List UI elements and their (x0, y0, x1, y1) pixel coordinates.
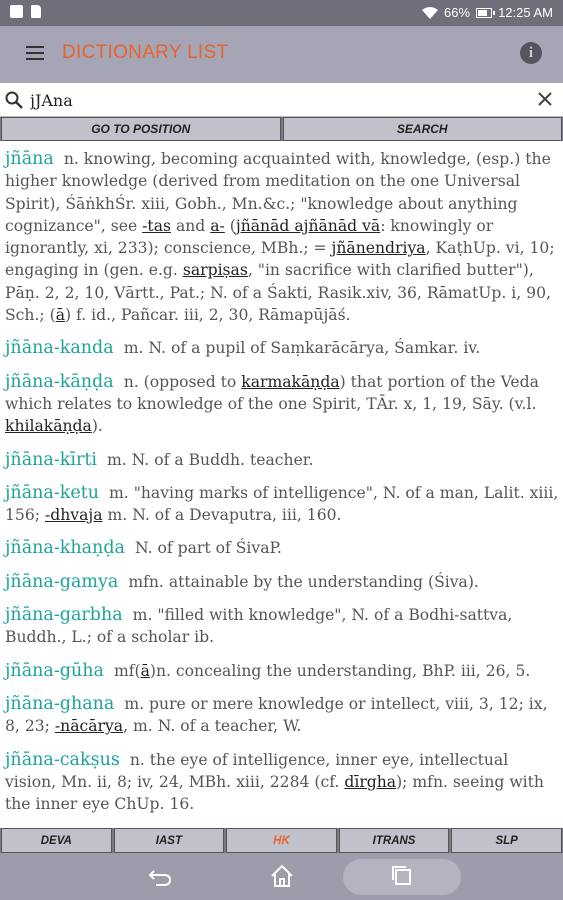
app-bar (0, 26, 563, 83)
entry-definition: n. knowing, becoming acquainted with, knowledge, (esp.) the higher knowledge (derived from meditation on the one Universal Spirit), ŚāṅkhŚr. xiii, Gobh., Mn.&c.; "knowledge about anything cognizance", see (5, 150, 551, 235)
list-item[interactable] (5, 482, 559, 527)
entry-definition: m. N. of a Buddh. teacher. (106, 450, 314, 469)
entry-definition: m. pure or mere knowledge or intellect, viii, 3, 12; ix, 8, 23; (5, 694, 548, 736)
dictionary-list[interactable] (0, 142, 563, 828)
entry-headword: jñāna-kanda (5, 338, 114, 359)
search-bar (0, 83, 563, 117)
cross-reference-link[interactable]: khilakāṇḍa (5, 417, 92, 436)
go-to-position-button[interactable]: GO TO POSITION (1, 117, 281, 141)
entry-definition: ); mfn. seeing with the inner eye ChUp. 16. (5, 772, 544, 814)
cross-reference-link[interactable]: -nācārya (54, 717, 124, 736)
entry-definition: ) that portion of the Veda which relates to knowledge of the one Spirit, TĀr. x, 1, 19, Sāy. (v.l. (5, 372, 539, 413)
entry-headword: jñāna (5, 149, 54, 169)
list-item[interactable] (5, 604, 559, 649)
home-icon[interactable] (267, 861, 297, 891)
entry-definition: m. "having marks of intelligence", N. of a man, Lalit. xiii, 156; (5, 483, 559, 525)
recent-apps-icon[interactable] (387, 861, 417, 891)
transliteration-tabs (0, 828, 563, 853)
entry-headword: jñāna-cakṣus (5, 749, 120, 770)
info-icon[interactable]: i (520, 42, 542, 64)
search-input[interactable] (30, 87, 520, 113)
cross-reference-link[interactable]: ā (55, 306, 66, 325)
entry-definition: : knowingly or ignorantly, xi, 233); conscience, MBh.; = (5, 216, 494, 258)
cross-reference-link[interactable]: dīrgha (344, 772, 397, 791)
tab-hk[interactable]: HK (226, 828, 337, 853)
cross-reference-link[interactable]: sarpiṣas (182, 261, 248, 280)
list-item[interactable] (5, 749, 559, 816)
entry-definition: )n. concealing the understanding, BhP. iii, 26, 5. (149, 661, 531, 680)
list-item[interactable] (5, 693, 559, 738)
clock: 12:25 AM (498, 5, 553, 20)
search-icon (5, 91, 23, 109)
entry-definition: ( (224, 216, 236, 235)
cross-reference-link[interactable]: karmakāṇḍa (241, 372, 340, 391)
list-item[interactable] (5, 449, 559, 471)
tab-itrans[interactable]: ITRANS (339, 828, 450, 853)
status-bar (0, 0, 563, 26)
cross-reference-link[interactable]: -dhvaja (44, 506, 103, 525)
entry-definition: ) f. id., Pañcar. iii, 2, 30, Rāmapūjāś. (65, 306, 351, 325)
cross-reference-link[interactable]: ā (140, 661, 150, 680)
cross-reference-link[interactable]: jñānād ajñānād vā (235, 216, 381, 235)
battery-icon (476, 8, 492, 18)
entry-headword: jñāna-ketu (5, 482, 100, 503)
action-buttons (0, 117, 563, 141)
entry-definition: , KaṭhUp. vi, 10; engaging in (gen. e.g. (5, 239, 555, 280)
page-title: DICTIONARY LIST (62, 42, 229, 63)
entry-definition: mf( (113, 661, 141, 680)
entry-definition: and (171, 216, 211, 235)
cross-reference-link[interactable]: jñānendriya (331, 239, 426, 258)
entry-headword: jñāna-garbha (5, 605, 123, 626)
entry-definition: m. N. of a Devaputra, iii, 160. (102, 506, 342, 525)
entry-headword: jñāna-gūha (5, 660, 104, 681)
entry-definition: m. "filled with knowledge", N. of a Bodhi-sattva, Buddh., L.; of a scholar ib. (5, 606, 513, 647)
wifi-icon (422, 7, 438, 19)
list-item[interactable] (5, 660, 559, 682)
image-notification-icon (10, 5, 23, 18)
list-item[interactable] (5, 571, 559, 593)
entry-headword: jñāna-gamya (5, 571, 119, 592)
entry-headword: jñāna-kāṇḍa (5, 371, 114, 392)
entry-definition: ). (91, 417, 103, 436)
navigation-bar (0, 853, 563, 900)
entry-definition: n. (opposed to (123, 372, 242, 391)
cross-reference-link[interactable]: -tas (142, 216, 171, 235)
entry-headword: jñāna-kīrti (5, 449, 97, 470)
back-icon[interactable] (146, 861, 176, 891)
entry-definition: mfn. attainable by the understanding (Śiva). (128, 572, 479, 591)
search-button[interactable]: SEARCH (283, 117, 563, 141)
tab-deva[interactable]: DEVA (1, 828, 112, 853)
entry-definition: , m. N. of a teacher, W. (123, 717, 302, 736)
tab-iast[interactable]: IAST (114, 828, 225, 853)
document-notification-icon (31, 5, 41, 18)
list-item[interactable] (5, 148, 559, 326)
entry-headword: jñāna-ghana (5, 693, 115, 714)
entry-definition: , "in sacrifice with clarified butter"), Pāṇ. 2, 2, 10, Vārtt., Pat.; N. of a Śakti, Rasik.xiv, 36, RāmatUp. i, 90, Sch.; ( (5, 261, 551, 325)
close-icon[interactable] (537, 91, 553, 107)
list-item[interactable] (5, 337, 559, 359)
entry-definition: m. N. of a pupil of Saṃkarācārya, Śamkar. iv. (123, 339, 481, 358)
entry-headword: jñāna-khaṇḍa (5, 538, 125, 559)
list-item[interactable] (5, 537, 559, 559)
entry-definition: n. the eye of intelligence, inner eye, intellectual vision, Mn. ii, 8; iv, 24, MBh. xiii, 2284 (cf. (5, 750, 509, 791)
battery-percent: 66% (444, 5, 471, 20)
entry-definition: N. of part of ŚivaP. (134, 539, 282, 558)
tab-slp[interactable]: SLP (451, 828, 562, 853)
list-item[interactable] (5, 371, 559, 438)
cross-reference-link[interactable]: a- (210, 216, 225, 235)
menu-icon[interactable] (26, 46, 44, 60)
